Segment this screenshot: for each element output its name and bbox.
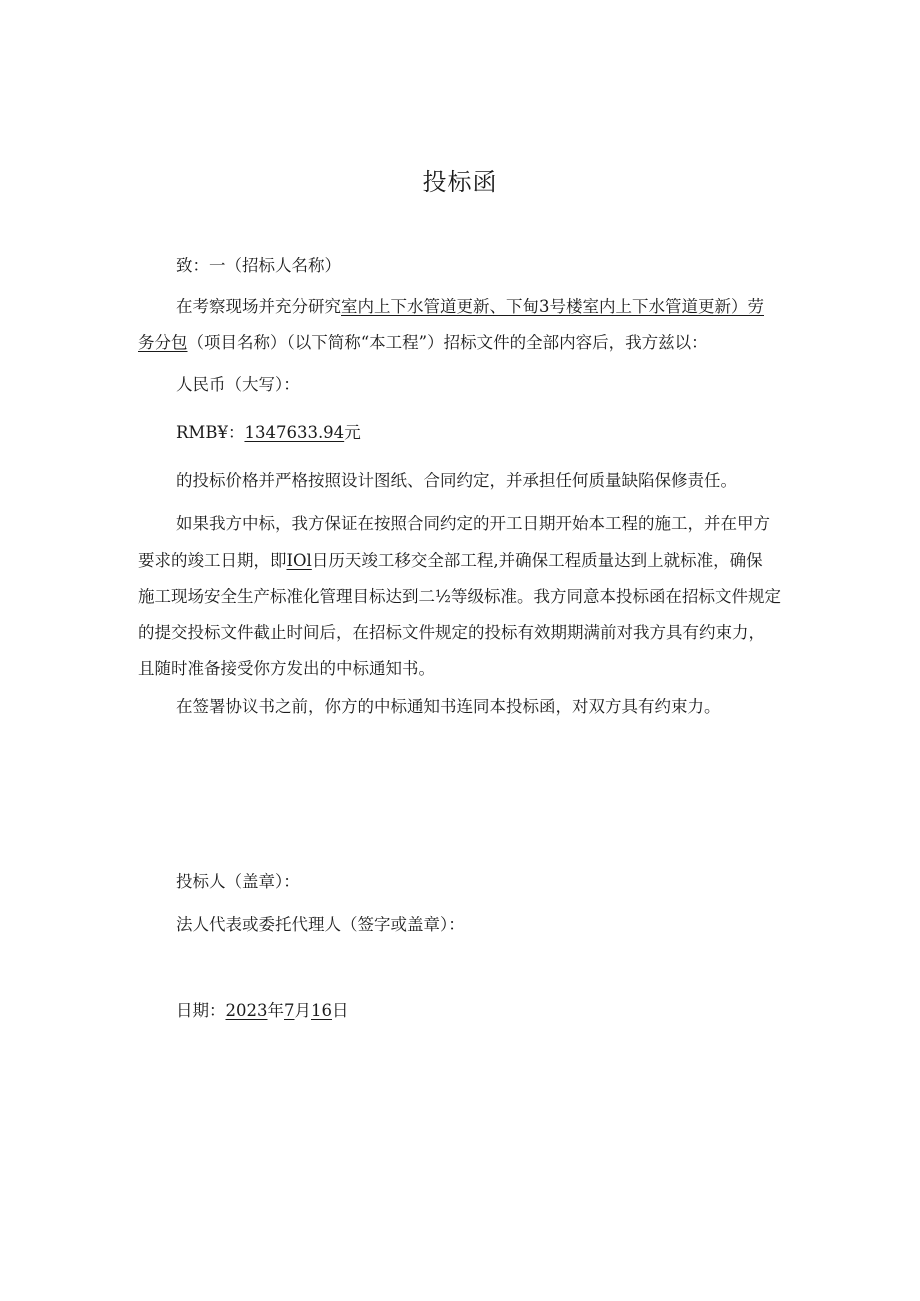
bidder-seal-line: 投标人（盖章）： [176,872,300,891]
paragraph2-line-3: 施工现场安全生产标准化管理目标达到二½等级标准。我方同意本投标函在招标文件规定 [138,587,781,606]
price-commitment-line: 的投标价格并严格按照设计图纸、合同约定，并承担任何质量缺陷保修责任。 [176,471,737,490]
date-year: 2023 [225,1001,268,1020]
project-name-part2: 务分包 [138,333,188,352]
intro-line-1 [176,295,764,319]
legal-rep-line: 法人代表或委托代理人（签字或盖章）： [176,915,465,934]
date-month: 7 [284,1001,295,1020]
rmb-upper-line: 人民币（大写）： [176,375,300,394]
date-day-unit: 日 [332,1001,349,1020]
project-name-part1: 室内上下水管道更新、下甸3号楼室内上下水管道更新）劳 [341,297,764,316]
completion-prefix: 要求的竣工日期，即 [138,551,287,570]
paragraph2-line-5: 且随时准备接受你方发出的中标通知书。 [138,659,435,678]
paragraph2-line-1: 如果我方中标，我方保证在按照合同约定的开工日期开始本工程的施工，并在甲方 [176,514,770,533]
page-title: 投标函 [422,168,498,196]
date-label: 日期： [176,1001,226,1020]
intro-line-2 [138,331,708,355]
paragraph3-line: 在签署协议书之前，你方的中标通知书连同本投标函，对双方具有约束力。 [176,697,721,716]
addressee-line: 致：一（招标人名称） [176,256,341,275]
rmb-label: RMB¥： [176,423,245,442]
date-year-unit: 年 [267,1001,284,1020]
date-day: 16 [311,1001,332,1020]
date-line [176,999,349,1023]
paragraph2-line-4: 的提交投标文件截止时间后，在招标文件规定的投标有效期期满前对我方具有约束力， [138,623,765,642]
paragraph2-line-2 [138,549,763,573]
date-month-unit: 月 [294,1001,311,1020]
rmb-amount: 1347633.94 [244,423,345,442]
intro-suffix: （项目名称）（以下简称“本工程”）招标文件的全部内容后，我方兹以： [187,333,708,352]
completion-days: IOl [286,551,312,570]
rmb-unit: 元 [344,423,361,442]
completion-suffix: 日历天竣工移交全部工程,并确保工程质量达到上就标准，确保 [311,551,763,570]
rmb-amount-line [176,421,361,445]
intro-prefix: 在考察现场并充分研究 [176,297,341,316]
